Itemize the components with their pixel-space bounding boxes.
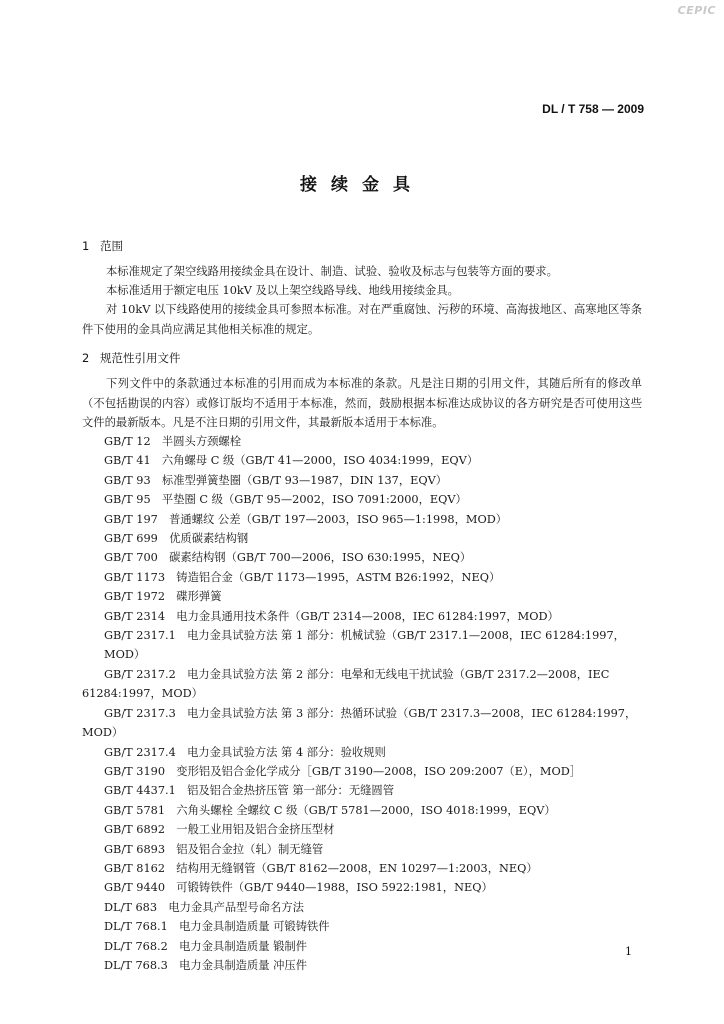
page-title: 接续金具 [300,175,424,195]
section-number: 2 [82,351,90,365]
reference-item: GB/T 2314 电力金具通用技术条件（GB/T 2314—2008，IEC 61284:1997，MOD） [104,609,559,623]
reference-item: GB/T 2317.4 电力金具试验方法 第 4 部分：验收规则 [104,745,386,759]
reference-item: GB/T 4437.1 铝及铝合金热挤压管 第一部分：无缝圆管 [104,784,395,798]
reference-item: GB/T 12 半圆头方颈螺栓 [104,435,242,448]
reference-item: GB/T 41 六角螺母 C 级（GB/T 41—2000，ISO 4034:1999，EQV） [104,454,479,468]
reference-item: GB/T 5781 六角头螺栓 全螺纹 C 级（GB/T 5781—2000，ISO 4018:1999，EQV） [104,803,556,817]
reference-item: DL/T 768.1 电力金具制造质量 可锻铸铁件 [104,920,330,934]
reference-item: GB/T 6892 一般工业用铝及铝合金挤压型材 [104,823,335,837]
reference-item: GB/T 93 标准型弹簧垫圈（GB/T 93—1987，DIN 137，EQV） [104,473,448,487]
reference-item: GB/T 197 普通螺纹 公差（GB/T 197—2003，ISO 965—1:1998，MOD） [104,512,508,526]
cepic-watermark: CEPIC [677,4,716,17]
reference-item: GB/T 6893 铝及铝合金拉（轧）制无缝管 [104,842,324,856]
reference-item: GB/T 9440 可锻铸铁件（GB/T 9440—1988，ISO 5922:1981，NEQ） [104,881,493,895]
reference-item: GB/T 2317.1 电力金具试验方法 第 1 部分：机械试验（GB/T 2317.1—2008，IEC 61284:1997，MOD） [104,629,625,662]
reference-item: DL/T 768.3 电力金具制造质量 冲压件 [104,958,307,972]
reference-item: GB/T 8162 结构用无缝钢管（GB/T 8162—2008，EN 10297—1:2003，NEQ） [104,861,538,875]
section-1-heading [82,238,123,254]
scope-paragraph-3: 对 10kV 以下线路使用的接续金具可参照本标准。对在严重腐蚀、污秽的环境、高海拔地区、高寒地区等条件下使用的金具尚应满足其他相关标准的规定。 [82,303,642,336]
reference-item: GB/T 1173 铸造铝合金（GB/T 1173—1995，ASTM B26:1992，NEQ） [104,570,501,584]
reference-item: GB/T 699 优质碳素结构钢 [104,532,249,546]
scope-paragraph-1: 本标准规定了架空线路用接续金具在设计、制造、试验、验收及标志与包装等方面的要求。 [106,265,558,278]
section-2-heading [82,350,181,366]
section-title: 规范性引用文件 [100,351,181,365]
reference-item: GB/T 2317.3 电力金具试验方法 第 3 部分：热循环试验（GB/T 2317.3—2008，IEC 61284:1997，MOD） [82,706,637,740]
page-number: 1 [625,945,632,958]
scope-paragraph-2: 本标准适用于额定电压 10kV 及以上架空线路导线、地线用接续金具。 [106,284,459,297]
reference-item: GB/T 3190 变形铝及铝合金化学成分［GB/T 3190—2008，ISO 209:2007（E），MOD］ [104,764,582,778]
reference-item: GB/T 95 平垫圈 C 级（GB/T 95—2002，ISO 7091:2000，EQV） [104,493,467,507]
document-number: DL / T 758 — 2009 [542,102,644,116]
reference-item: GB/T 1972 碟形弹簧 [104,590,222,604]
reference-item: DL/T 683 电力金具产品型号命名方法 [104,900,304,914]
reference-item: DL/T 768.2 电力金具制造质量 锻制件 [104,939,307,953]
reference-list [82,432,644,975]
reference-item: GB/T 700 碳素结构钢（GB/T 700—2006，ISO 630:1995，NEQ） [104,551,472,565]
section-title: 范围 [100,239,123,253]
reference-item: GB/T 2317.2 电力金具试验方法 第 2 部分：电晕和无线电干扰试验（GB/T 2317.2—2008，IEC 61284:1997，MOD） [82,667,610,701]
section-number: 1 [82,239,90,253]
normative-intro-paragraph: 下列文件中的条款通过本标准的引用而成为本标准的条款。凡是注日期的引用文件，其随后所有的修改单（不包括勘误的内容）或修订版均不适用于本标准，然而，鼓励根据本标准达成协议的各方研究是否可使用这些文件的最新版本。凡是不注日期的引用文件，其最新版本适用于本标准。 [82,377,642,429]
